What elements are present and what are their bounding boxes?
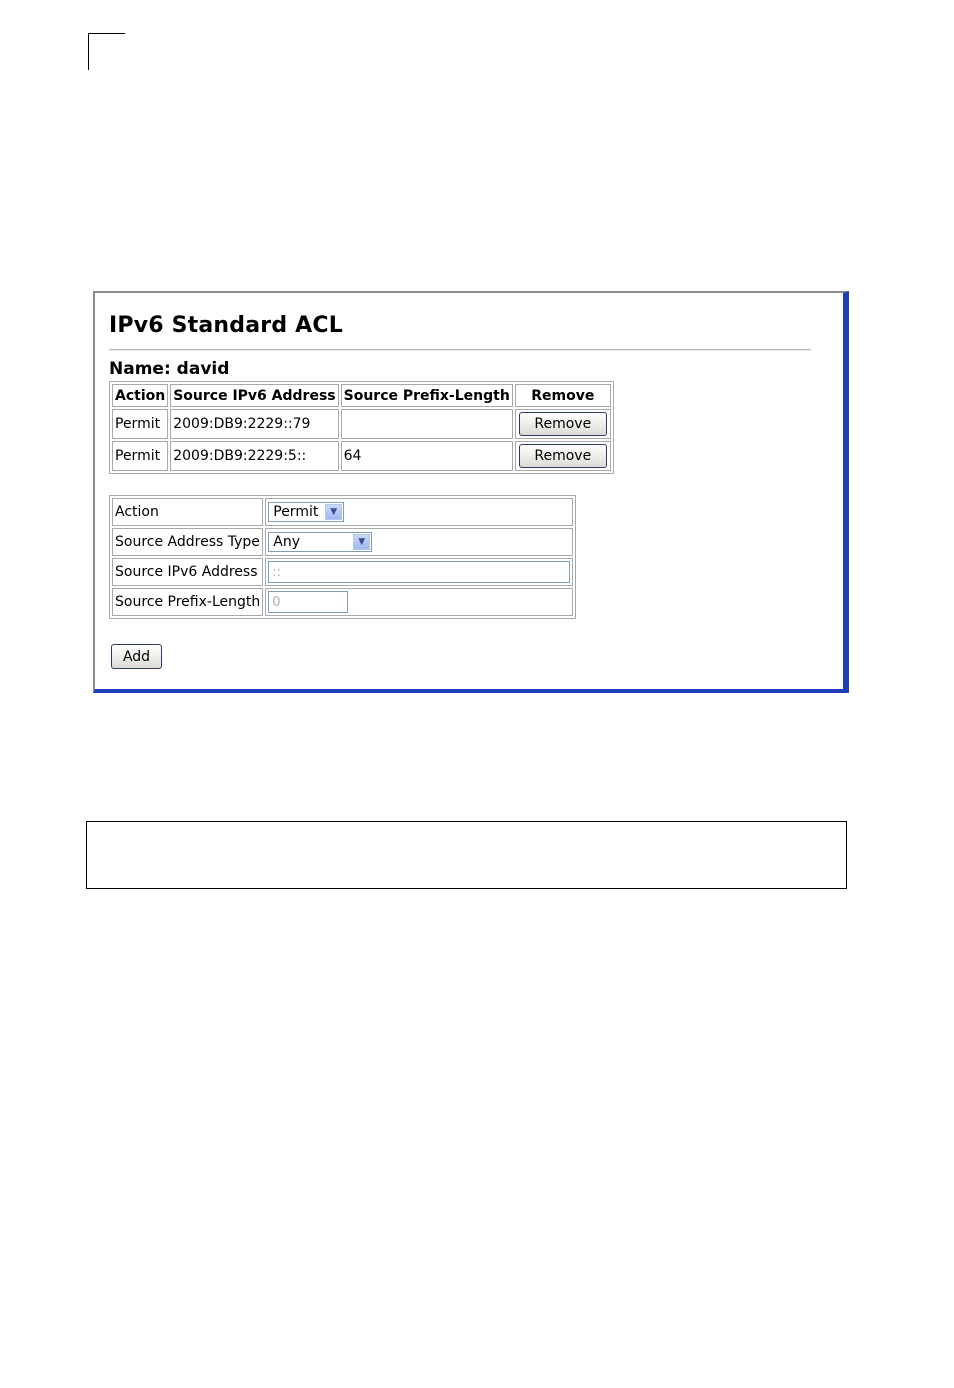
header-prefix-length: Source Prefix-Length [341,384,513,407]
action-label: Action [112,498,263,526]
remove-rule-button[interactable]: Remove [519,444,607,468]
acl-name-value: david [176,359,230,379]
rule-prefix-length [341,409,513,439]
remove-rule-button[interactable]: Remove [519,412,607,436]
form-row-action [112,498,573,526]
header-remove: Remove [515,384,611,407]
page-title: IPv6 Standard ACL [109,313,343,338]
address-label: Source IPv6 Address [112,558,263,586]
add-rule-form [109,495,576,619]
action-control-cell [265,498,573,526]
rule-prefix-length: 64 [341,441,513,471]
header-action: Action [112,384,168,407]
form-row-address-type [112,528,573,556]
note-box [86,821,847,889]
acl-rules-table [109,381,614,474]
action-select[interactable] [268,502,344,522]
source-address-input[interactable] [268,561,570,583]
prefix-length-input[interactable] [268,591,348,613]
form-row-address [112,558,573,586]
prefix-label: Source Prefix-Length [112,588,263,616]
address-type-control-cell [265,528,573,556]
acl-config-panel [93,291,849,693]
address-type-label: Source Address Type [112,528,263,556]
add-button[interactable]: Add [111,644,162,669]
address-type-select[interactable] [268,532,372,552]
page-corner-mark [88,33,125,70]
form-row-prefix [112,588,573,616]
chevron-down-icon: ▼ [353,534,370,550]
acl-name-label: Name: [109,359,171,379]
table-row [112,441,611,471]
rule-remove-cell [515,409,611,439]
rule-action: Permit [112,409,168,439]
address-control-cell [265,558,573,586]
rule-source-address: 2009:DB9:2229:5:: [170,441,338,471]
table-row [112,409,611,439]
prefix-control-cell [265,588,573,616]
chevron-down-icon: ▼ [325,504,342,520]
rule-action: Permit [112,441,168,471]
acl-name-heading [109,359,229,379]
rule-remove-cell [515,441,611,471]
table-header-row [112,384,611,407]
action-select-value: Permit [273,504,319,520]
title-divider [109,349,811,351]
header-source-address: Source IPv6 Address [170,384,338,407]
address-type-select-value: Any [273,534,300,550]
rule-source-address: 2009:DB9:2229::79 [170,409,338,439]
